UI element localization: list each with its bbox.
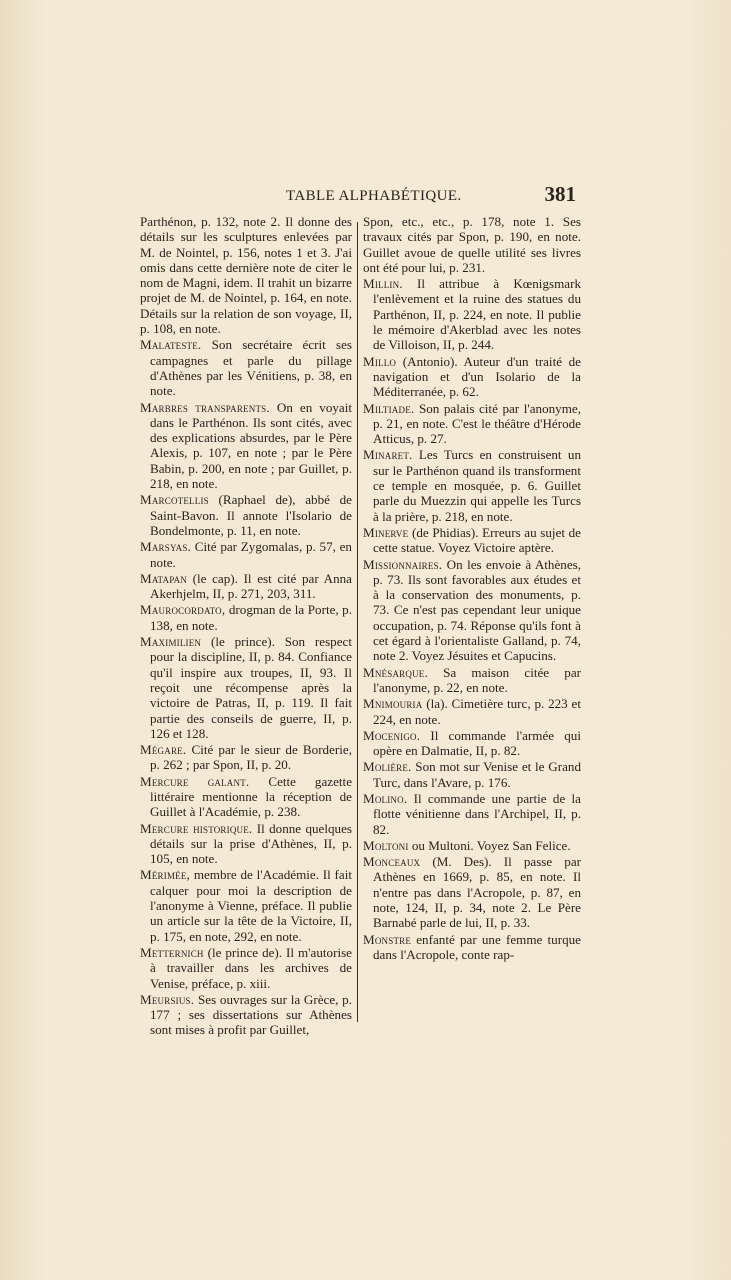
entry-head: Missionnaires.	[363, 556, 443, 572]
entry-head: Matapan	[140, 570, 187, 586]
index-entry	[363, 665, 581, 696]
entry-head: Millo	[363, 353, 397, 369]
right-column	[363, 214, 581, 963]
index-entry	[363, 759, 581, 790]
entry-text: (le prince de). Il m'autorise à travailler dans les archives de Venise, préface, p. xiii.	[150, 944, 352, 991]
index-entry	[140, 400, 352, 492]
entry-head: Mérimée,	[140, 867, 191, 883]
column-divider	[357, 222, 358, 1022]
entry-head: Marsyas.	[140, 539, 192, 555]
index-entry	[140, 337, 352, 398]
index-entry	[363, 728, 581, 759]
entry-text: Sa maison citée par l'anonyme, p. 22, en note.	[373, 664, 581, 695]
entry-head: Monceaux	[363, 854, 421, 870]
entry-text: Il attribue à Kœnigsmark l'enlèvement et la ruine des statues du Parthénon, II, p. 224, en note. Il publie le mémoire d'Akerblad avec les notes de Villoison, II, p. 244.	[373, 276, 581, 353]
entry-head: Millin.	[363, 276, 403, 292]
index-entry	[140, 945, 352, 991]
entry-head: Mercure historique.	[140, 820, 253, 836]
index-entry	[363, 525, 581, 556]
left-column	[140, 214, 352, 1039]
entry-head: Mnimouria	[363, 696, 423, 712]
entry-head: Maximilien	[140, 634, 202, 650]
entry-text: Cité par Zygomalas, p. 57, en note.	[150, 539, 352, 570]
entry-head: Mercure galant.	[140, 773, 250, 789]
entry-text: (Raphael de), abbé de Saint-Bavon. Il annote l'Isolario de Bondelmonte, p. 11, en note.	[150, 492, 352, 538]
index-entry	[140, 214, 352, 336]
running-header	[140, 182, 576, 212]
entry-text: (le cap). Il est cité par Anna Akerhjelm, II, p. 271, 203, 311.	[150, 570, 352, 602]
index-entry	[140, 867, 352, 943]
index-entry	[140, 992, 352, 1038]
entry-text: Son palais cité par l'anonyme, p. 21, en note. C'est le théâtre d'Hérode Atticus, p. 27.	[373, 400, 581, 447]
entry-head: Marbres transparents.	[140, 399, 270, 415]
entry-head: Marcotellis	[140, 492, 209, 508]
index-entry	[140, 634, 352, 741]
entry-head: Minerve	[363, 524, 409, 540]
index-entry	[140, 602, 352, 633]
entry-head: Meursius.	[140, 991, 195, 1007]
index-entry	[363, 447, 581, 523]
entry-head: Mégare.	[140, 742, 187, 758]
entry-text: Parthénon, p. 132, note 2. Il donne des détails sur les sculptures enlevées par M. de Nointel, p. 156, notes 1 et 3. J'ai omis dans cette dernière note de citer le nom de Magni, idem. Il trahit un bizarre projet de M. de Nointel, p. 164, en note. Détails sur la relation de son voyage, II, p. 108, en note.	[140, 214, 352, 337]
index-entry	[363, 838, 581, 853]
index-entry	[363, 791, 581, 837]
entry-text: On en voyait dans le Parthénon. Ils sont cités, avec des explications absurdes, par le Père Alexis, p. 107, en note ; par le Père Babin, p. 200, en note ; par Guillet, p. 218, en note.	[150, 399, 353, 492]
entry-text: Cette gazette littéraire mentionne la réception de Guillet à l'Académie, p. 238.	[150, 773, 353, 820]
entry-head: Molière.	[363, 759, 412, 775]
entry-text: (la). Cimetière turc, p. 223 et 224, en note.	[373, 696, 581, 727]
entry-head: Malateste.	[140, 337, 202, 353]
index-entry	[140, 571, 352, 602]
index-entry	[363, 932, 581, 963]
entry-head: Metternich	[140, 944, 204, 960]
index-entry	[363, 401, 581, 447]
entry-text: drogman de la Porte, p. 138, en note.	[150, 602, 352, 633]
page-title: TABLE ALPHABÉTIQUE.	[286, 188, 462, 204]
entry-text: (Antonio). Auteur d'un traité de navigation et d'un Isolario de la Méditerranée, p. 62.	[373, 353, 581, 400]
entry-text: On les envoie à Athènes, p. 73. Ils sont favorables aux études et à la conservation des monuments, p. 73. Ce n'est pas cependant leur unique occupation, p. 74. Réponse qu'ils font à cet égard à l'orientaliste Galland, p. 74, note 2. Voyez Jésuites et Capucins.	[373, 556, 582, 664]
entry-text: Ses ouvrages sur la Grèce, p. 177 ; ses dissertations sur Athènes sont mises à profit par Guillet,	[150, 991, 352, 1038]
index-entry	[363, 854, 581, 930]
entry-text: Son secrétaire écrit ses campagnes et parle du pillage d'Athènes par les Vénitiens, p. 38, en note.	[150, 337, 352, 399]
entry-text: Son mot sur Venise et le Grand Turc, dans l'Avare, p. 176.	[373, 759, 581, 790]
entry-text: Cité par le sieur de Borderie, p. 262 ; par Spon, II, p. 20.	[150, 742, 353, 773]
entry-text: ou Multoni. Voyez San Felice.	[411, 837, 571, 853]
entry-text: Il commande une partie de la flotte vénitienne dans l'Archipel, II, p. 82.	[373, 790, 581, 837]
page-number: 381	[544, 182, 576, 206]
index-entry	[363, 557, 581, 664]
entry-head: Molino.	[363, 790, 408, 806]
entry-head: Monstre	[363, 931, 412, 947]
entry-text: membre de l'Académie. Il fait calquer pour moi la description de l'anonyme à Vienne, préface. Il publie un article sur la tête de la Victoire, II, p. 175, en note, 292, en note.	[150, 867, 353, 944]
index-entry	[140, 539, 352, 570]
entry-text: Il commande l'armée qui opère en Dalmatie, II, p. 82.	[373, 727, 581, 759]
entry-text: (de Phidias). Erreurs au sujet de cette statue. Voyez Victoire aptère.	[373, 524, 581, 556]
entry-head: Moltoni	[363, 837, 409, 853]
entry-text: (M. Des). Il passe par Athènes en 1669, p. 85, en note. Il n'entre pas dans l'Acropole, p. 87, en note, 124, II, p. 34, note 2. Le Père Barnabé parle de lui, II, p. 33.	[373, 854, 581, 931]
entry-head: Maurocordato,	[140, 602, 226, 618]
index-entry	[363, 214, 581, 275]
entry-text: Les Turcs en construisent un sur le Parthénon quand ils transforment ce temple en mosquée, p. 6. Guillet parle du Muezzin qui appelle les Turcs à la prière, p. 218, en note.	[373, 447, 582, 524]
entry-text: (le prince). Son respect pour la discipline, II, p. 84. Confiance qu'il inspire aux troupes, II, 93. Il reçoit une récompense après la victoire de Patras, II, p. 119. Il fait partie des conseils de guerre, II, p. 126 et 128.	[150, 634, 352, 741]
index-entry	[363, 696, 581, 727]
index-entry	[363, 354, 581, 400]
entry-text: Il donne quelques détails sur la prise d'Athènes, II, p. 105, en note.	[150, 820, 353, 867]
entry-head: Mocenigo.	[363, 727, 421, 743]
entry-head: Mnésarque.	[363, 664, 428, 680]
index-entry	[363, 276, 581, 352]
index-entry	[140, 821, 352, 867]
index-entry	[140, 774, 352, 820]
index-entry	[140, 742, 352, 773]
index-entry	[140, 492, 352, 538]
entry-text: Spon, etc., etc., p. 178, note 1. Ses travaux cités par Spon, p. 190, en note. Guillet avoue de quelle utilité ses livres ont été pour lui, p. 231.	[363, 214, 581, 275]
entry-head: Minaret.	[363, 447, 413, 463]
entry-text: enfanté par une femme turque dans l'Acropole, conte rap-	[373, 931, 581, 962]
entry-head: Miltiade.	[363, 400, 415, 416]
